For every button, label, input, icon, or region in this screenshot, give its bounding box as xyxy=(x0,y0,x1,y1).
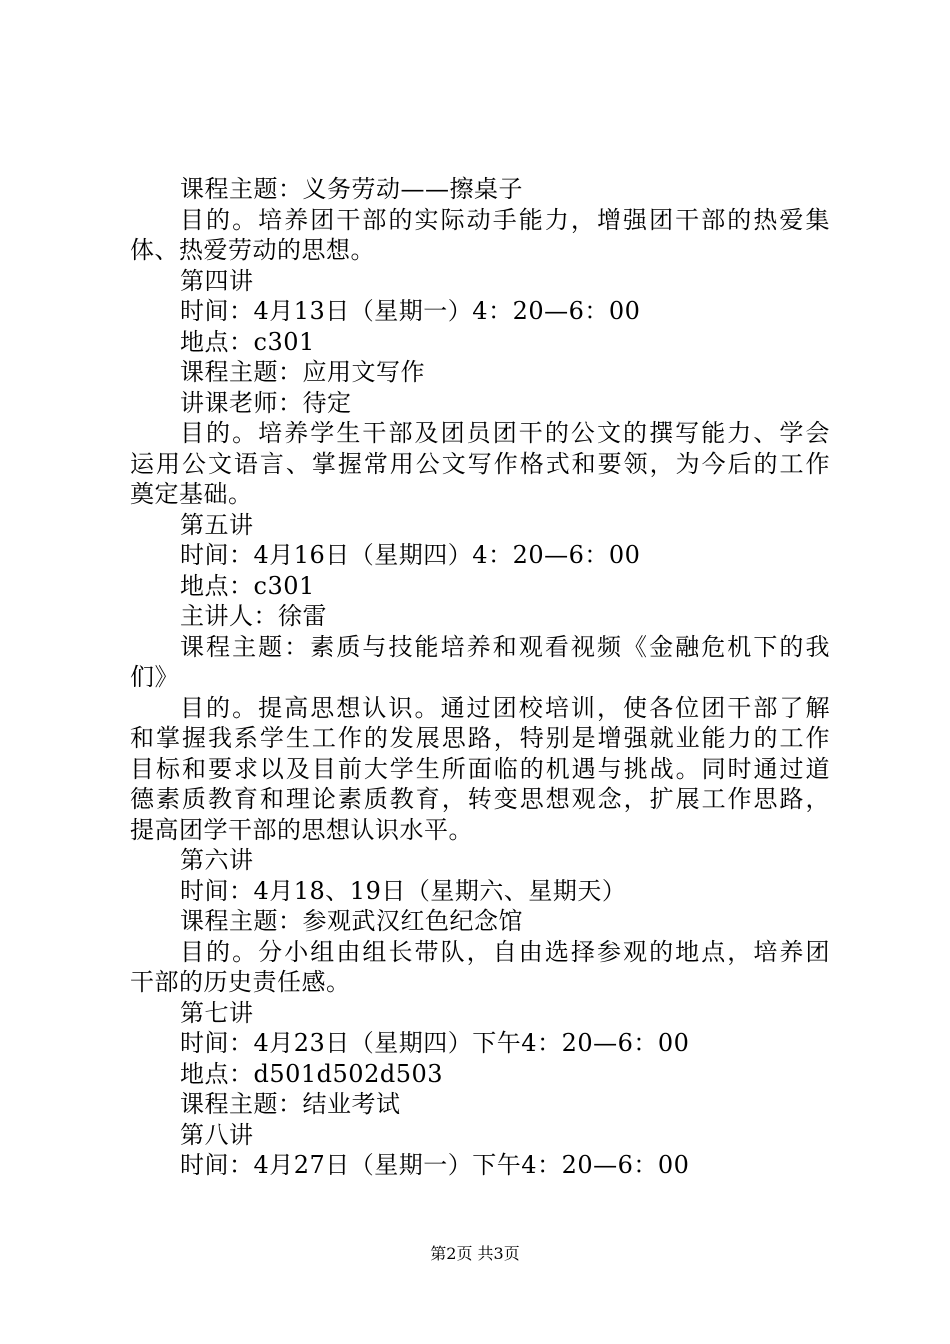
text-line: 讲课老师：待定 xyxy=(180,388,352,417)
text-line: 课程主题：应用文写作 xyxy=(180,358,425,386)
text-line: 目的。培养团干部的实际动手能力，增强团干部的热爱集 xyxy=(180,205,830,234)
text-line: 体、热爱劳动的思想。 xyxy=(130,236,375,264)
text-line: 时间：4月27日（星期一）下午4：20—6：00 xyxy=(180,1151,690,1179)
text-line: 地点：c301 xyxy=(180,571,315,600)
text-line: 时间：4月13日（星期一）4：20—6：00 xyxy=(180,297,641,325)
text-line: 第五讲 xyxy=(180,510,254,539)
text-line: 和掌握我系学生工作的发展思路，特别是增强就业能力的工作 xyxy=(130,724,830,752)
text-line: 目的。培养学生干部及团员团干的公文的撰写能力、学会 xyxy=(180,419,830,447)
text-line: 时间：4月16日（星期四）4：20—6：00 xyxy=(180,541,641,569)
text-line: 时间：4月18、19日（星期六、星期天） xyxy=(180,876,627,905)
text-line: 时间：4月23日（星期四）下午4：20—6：00 xyxy=(180,1029,690,1057)
text-line: 地点：c301 xyxy=(180,327,315,356)
text-line: 提高团学干部的思想认识水平。 xyxy=(130,815,473,844)
text-line: 课程主题：义务劳动——擦桌子 xyxy=(180,175,523,203)
text-line: 第六讲 xyxy=(180,846,254,874)
text-line: 德素质教育和理论素质教育，转变思想观念，扩展工作思路， xyxy=(130,785,830,813)
text-line: 第七讲 xyxy=(180,998,254,1027)
text-line: 目的。提高思想认识。通过团校培训，使各位团干部了解 xyxy=(180,693,830,722)
document-body xyxy=(130,174,830,1181)
text-line: 目的。分小组由组长带队，自由选择参观的地点，培养团 xyxy=(180,937,830,966)
text-line: 课程主题：素质与技能培养和观看视频《金融危机下的我 xyxy=(180,632,830,661)
text-line: 第八讲 xyxy=(180,1120,254,1149)
page-footer: 第2页 共3页 xyxy=(430,1244,520,1263)
text-line: 主讲人：徐雷 xyxy=(180,602,327,630)
text-line: 干部的历史责任感。 xyxy=(130,968,351,996)
text-line: 运用公文语言、掌握常用公文写作格式和要领，为今后的工作 xyxy=(130,449,830,478)
text-line: 第四讲 xyxy=(180,266,254,295)
text-line: 地点：d501d502d503 xyxy=(180,1059,444,1088)
text-line: 奠定基础。 xyxy=(130,480,253,508)
text-line: 们》 xyxy=(130,663,179,691)
text-line: 课程主题：结业考试 xyxy=(180,1090,401,1118)
text-line: 目标和要求以及目前大学生所面临的机遇与挑战。同时通过道 xyxy=(130,754,830,783)
text-line: 课程主题：参观武汉红色纪念馆 xyxy=(180,907,523,935)
